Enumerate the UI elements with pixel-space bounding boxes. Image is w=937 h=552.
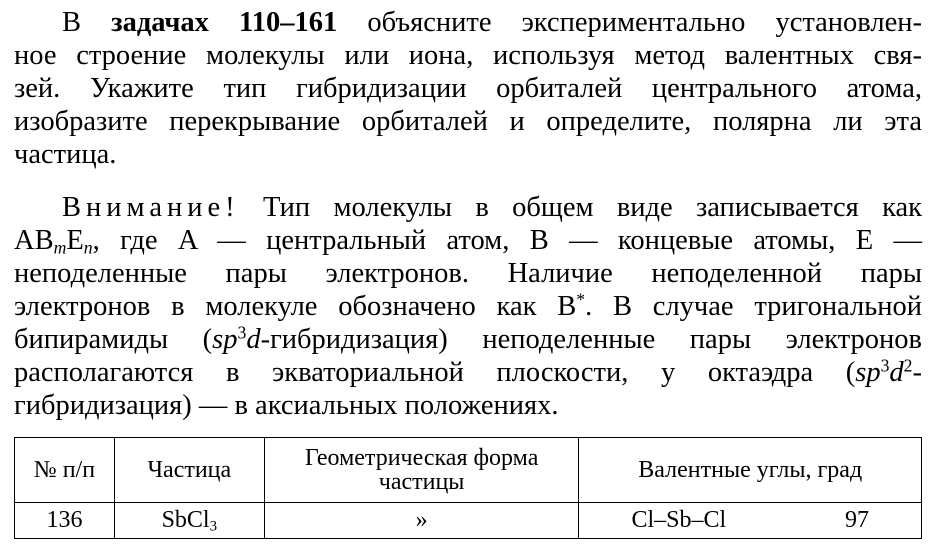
angle-atoms: Cl–Sb–Cl: [631, 507, 727, 533]
formula-line: $AB_mE_n$, где A — центральный атом, B — концевые атомы, E —: [14, 225, 922, 258]
task-instructions: В задачах 110–161 объясните экспериментально установлен- ное строение молекулы или иона, используя метод валентных свя- зей. Укажите тип гибридизации орбиталей центрального атома, изобразите перекрывание орбиталей и определите, полярна ли эта частица.: [14, 7, 923, 170]
row-number: 136: [15, 503, 115, 539]
col-header-particle: Частица: [114, 438, 264, 503]
col-header-angles: Валентные углы, град: [579, 438, 922, 503]
table-header-row: [15, 438, 922, 503]
attention-note: Внимание! Тип молекулы в общем виде записывается как $AB_mE_n$, где A — центральный атом, B — концевые атомы, E — неподеленные пары электронов. Наличие неподеленной пары электронов в молекуле обозначено как B*. В случае тригональной бипирамиды $(sp^3d-гибридизация)$ неподеленные пары электронов располагаются в экваториальной плоскости, у октаэдра ($sp^3d^2-$ гибридизация) — в аксиальных положениях.: [14, 192, 922, 421]
row-angles: [579, 503, 922, 539]
attention-word: Внимание!: [62, 192, 240, 223]
col-header-geometry: Геометрическая форма частицы: [264, 438, 579, 503]
col-header-number: № п/п: [15, 438, 115, 503]
example-table: [14, 437, 922, 539]
angle-value: 97: [845, 507, 869, 533]
row-particle: SbCl$_3$: [114, 503, 264, 539]
row-geometry: »: [264, 503, 579, 539]
table-row: [15, 503, 922, 539]
task-range: задачах 110–161: [111, 7, 338, 38]
